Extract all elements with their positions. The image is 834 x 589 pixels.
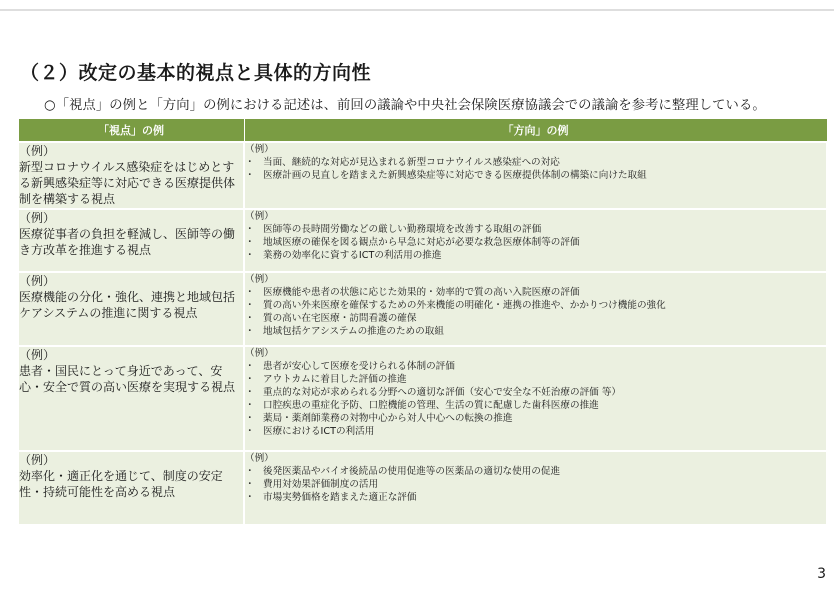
direction-item: ・ 業務の効率化に資するICTの利活用の推進 bbox=[245, 249, 826, 262]
direction-list bbox=[245, 360, 826, 438]
example-label: （例） bbox=[19, 144, 56, 158]
direction-item: ・ 当面、継続的な対応が見込まれる新型コロナウイルス感染症への対応 bbox=[245, 156, 826, 169]
direction-item: ・ 後発医薬品やバイオ後続品の使用促進等の医薬品の適切な使用の促進 bbox=[245, 465, 826, 478]
example-label: （例） bbox=[245, 274, 274, 285]
example-label: （例） bbox=[19, 274, 56, 288]
table-row bbox=[18, 451, 827, 525]
viewpoint-text: 新型コロナウイルス感染症をはじめとする新興感染症等に対応できる医療提供体制を構築する視点 bbox=[19, 160, 236, 206]
direction-item: ・ 費用対効果評価制度の活用 bbox=[245, 478, 826, 491]
direction-item: ・ 患者が安心して医療を受けられる体制の評価 bbox=[245, 360, 826, 373]
viewpoint-column-header: 「視点」の例 bbox=[18, 119, 244, 143]
direction-item: ・ 市場実勢価格を踏まえた適正な評価 bbox=[245, 491, 826, 504]
direction-cell bbox=[244, 346, 827, 451]
example-label: （例） bbox=[245, 348, 274, 359]
viewpoint-cell bbox=[18, 451, 244, 525]
viewpoint-cell bbox=[18, 142, 244, 209]
direction-item: ・ アウトカムに着目した評価の推進 bbox=[245, 373, 826, 386]
example-label: （例） bbox=[245, 211, 274, 222]
intro-note: ○「視点」の例と「方向」の例における記述は、前回の議論や中央社会保険医療協議会での議論を参考に整理している。 bbox=[44, 98, 766, 113]
example-label: （例） bbox=[19, 211, 56, 225]
viewpoint-direction-table bbox=[17, 118, 828, 526]
direction-list bbox=[245, 465, 826, 504]
direction-item: ・ 口腔疾患の重症化予防、口腔機能の管理、生活の質に配慮した歯科医療の推進 bbox=[245, 399, 826, 412]
viewpoint-text: 医療機能の分化・強化、連携と地域包括ケアシステムの推進に関する視点 bbox=[19, 290, 236, 320]
example-label: （例） bbox=[245, 144, 274, 155]
viewpoint-text: 効率化・適正化を通じて、制度の安定性・持続可能性を高める視点 bbox=[19, 469, 223, 499]
direction-item: ・ 質の高い在宅医療・訪問看護の確保 bbox=[245, 312, 826, 325]
table-row bbox=[18, 209, 827, 272]
viewpoint-text: 医療従事者の負担を軽減し、医師等の働き方改革を推進する視点 bbox=[19, 227, 236, 257]
example-label: （例） bbox=[19, 453, 56, 467]
direction-item: ・ 質の高い外来医療を確保するための外来機能の明確化・連携の推進や、かかりつけ機能の強化 bbox=[245, 299, 826, 312]
direction-list bbox=[245, 156, 826, 182]
direction-item: ・ 医療におけるICTの利活用 bbox=[245, 425, 826, 438]
direction-cell bbox=[244, 451, 827, 525]
direction-item: ・ 薬局・薬剤師業務の対物中心から対人中心への転換の推進 bbox=[245, 412, 826, 425]
table-header-row bbox=[18, 119, 827, 143]
direction-list bbox=[245, 286, 826, 338]
direction-item: ・ 医療機能や患者の状態に応じた効果的・効率的で質の高い入院医療の評価 bbox=[245, 286, 826, 299]
direction-item: ・ 医療計画の見直しを踏まえた新興感染症等に対応できる医療提供体制の構築に向けた取組 bbox=[245, 169, 826, 182]
direction-column-header: 「方向」の例 bbox=[244, 119, 827, 143]
direction-item: ・ 医師等の長時間労働などの厳しい勤務環境を改善する取組の評価 bbox=[245, 223, 826, 236]
example-label: （例） bbox=[245, 453, 274, 464]
direction-item: ・ 地域医療の確保を図る観点から早急に対応が必要な救急医療体制等の評価 bbox=[245, 236, 826, 249]
header-rule bbox=[0, 9, 834, 11]
direction-cell bbox=[244, 209, 827, 272]
direction-list bbox=[245, 223, 826, 262]
direction-cell bbox=[244, 142, 827, 209]
direction-item: ・ 地域包括ケアシステムの推進のための取組 bbox=[245, 325, 826, 338]
viewpoint-cell bbox=[18, 209, 244, 272]
viewpoint-cell bbox=[18, 272, 244, 346]
section-title: （２）改定の基本的視点と具体的方向性 bbox=[20, 62, 372, 84]
direction-item: ・ 重点的な対応が求められる分野への適切な評価（安心で安全な不妊治療の評価 等） bbox=[245, 386, 826, 399]
viewpoint-text: 患者・国民にとって身近であって、安心・安全で質の高い医療を実現する視点 bbox=[19, 364, 236, 394]
example-label: （例） bbox=[19, 348, 56, 362]
direction-cell bbox=[244, 272, 827, 346]
table-row bbox=[18, 346, 827, 451]
viewpoint-cell bbox=[18, 346, 244, 451]
page-number: 3 bbox=[817, 566, 826, 582]
table-row bbox=[18, 272, 827, 346]
table-row bbox=[18, 142, 827, 209]
